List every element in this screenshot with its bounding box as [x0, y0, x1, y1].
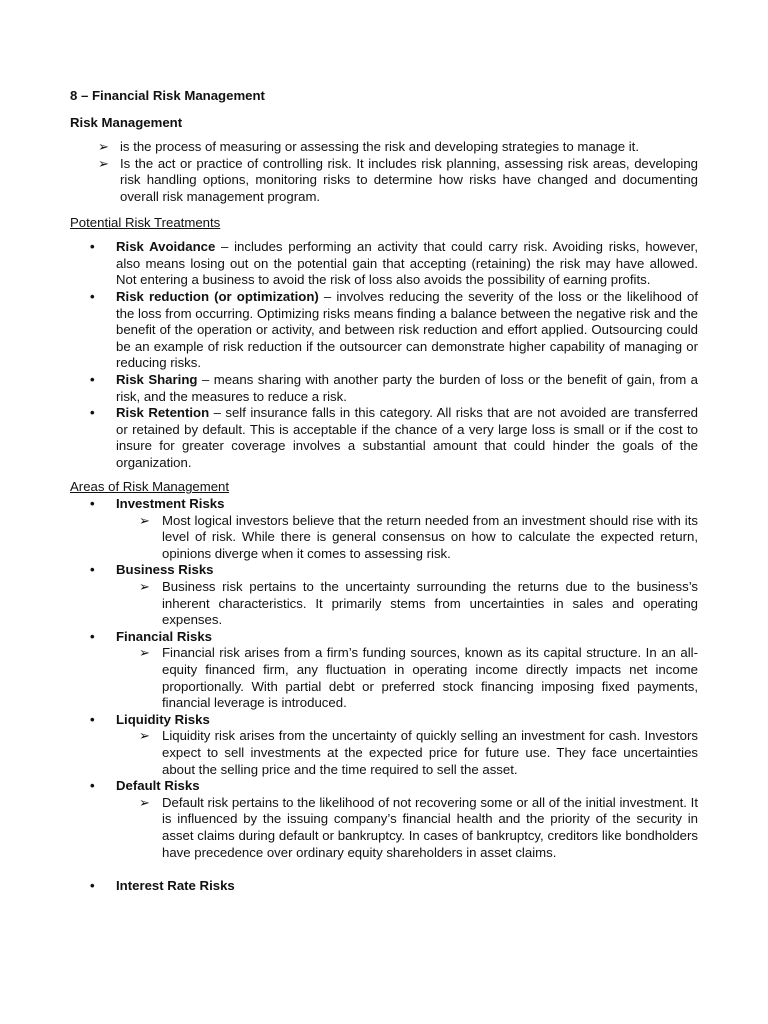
risk-area-item: [70, 496, 698, 562]
definition-item: [70, 156, 698, 206]
arrow-bullet-icon: ➢: [139, 728, 151, 744]
bullet-icon: •: [90, 628, 95, 644]
risk-area-text: Business risk pertains to the uncertainty surrounding the returns due to the business’s inherent characteristics. It primarily stems from uncertainties in sales and operating expenses.: [162, 579, 698, 628]
risk-area-item: [70, 878, 698, 895]
potential-risk-treatments-heading: Potential Risk Treatments: [70, 214, 221, 230]
treatment-term: Risk Sharing: [116, 371, 198, 387]
risk-area-details: [116, 513, 698, 563]
risk-area-details: [116, 728, 698, 778]
treatment-item: [70, 239, 698, 289]
arrow-bullet-icon: ➢: [139, 645, 151, 661]
risk-area-item: [70, 629, 698, 712]
risk-area-title: Default Risks: [116, 778, 200, 794]
risk-treatments-list: [70, 239, 698, 471]
risk-management-heading: Risk Management: [70, 114, 183, 130]
arrow-bullet-icon: ➢: [98, 139, 110, 155]
risk-area-title: Interest Rate Risks: [116, 878, 235, 894]
risk-area-title: Liquidity Risks: [116, 711, 210, 727]
treatment-item: [70, 289, 698, 372]
risk-area-detail: [116, 645, 698, 711]
bullet-icon: •: [90, 496, 95, 512]
bullet-icon: •: [90, 288, 95, 304]
treatment-description: – self insurance falls in this category. All risks that are not avoided are transferred or retained by default. This is acceptable if the chance of a very large loss is small or if the cost to insure for greater coverage involves a substantial amount that could hinder the goals of the organization.: [116, 405, 698, 470]
risk-area-text: Liquidity risk arises from the uncertainty of quickly selling an investment for cash. Investors expect to sell investments at the expected price for future use. They face uncertainties about the selling price and the time required to sell the asset.: [162, 728, 698, 777]
arrow-bullet-icon: ➢: [98, 155, 110, 171]
arrow-bullet-icon: ➢: [139, 512, 151, 528]
risk-area-title: Investment Risks: [116, 496, 225, 512]
definition-text: Is the act or practice of controlling risk. It includes risk planning, assessing risk areas, developing risk handling options, monitoring risks to determine how risks have changed and documenting overall risk management program.: [120, 155, 698, 204]
treatment-term: Risk reduction (or optimization): [116, 288, 319, 304]
treatment-description: – means sharing with another party the burden of loss or the benefit of gain, from a risk, and the measures to reduce a risk.: [116, 371, 698, 404]
treatment-description: – includes performing an activity that could carry risk. Avoiding risks, however, also means losing out on the potential gain that accepting (retaining) the risk may have allowed. Not entering a business to avoid the risk of loss also avoids the possibility of earning profits.: [116, 239, 699, 288]
arrow-bullet-icon: ➢: [139, 794, 151, 810]
risk-area-details: [116, 645, 698, 711]
risk-area-title: Business Risks: [116, 562, 214, 578]
treatment-description: – involves reducing the severity of the loss or the likelihood of the loss from occurring. Optimizing risks means finding a balance between the negative risk and the benefit of the operation or activity, and between risk reduction and effort applied. Outsourcing could be an example of risk reduction if the outsourcer can demonstrate higher capability of managing or reducing risks.: [116, 288, 698, 371]
bullet-icon: •: [90, 562, 95, 578]
treatment-item: [70, 372, 698, 405]
risk-management-definitions: [70, 139, 698, 205]
definition-text: is the process of measuring or assessing the risk and developing strategies to manage it.: [120, 139, 639, 155]
risk-area-item: [70, 778, 698, 861]
bullet-icon: •: [90, 878, 95, 894]
risk-area-detail: [116, 513, 698, 563]
risk-area-item: [70, 562, 698, 628]
document-title: 8 – Financial Risk Management: [70, 88, 265, 103]
areas-of-risk-management-heading: Areas of Risk Management: [70, 479, 230, 495]
risk-area-details: [116, 795, 698, 861]
treatment-term: Risk Retention: [116, 405, 210, 421]
risk-area-detail: [116, 795, 698, 861]
bullet-icon: •: [90, 239, 95, 255]
risk-area-details: [116, 579, 698, 629]
bullet-icon: •: [90, 405, 95, 421]
list-spacer: [70, 861, 698, 878]
definition-item: [70, 139, 698, 156]
treatment-term: Risk Avoidance: [116, 239, 216, 255]
arrow-bullet-icon: ➢: [139, 579, 151, 595]
bullet-icon: •: [90, 778, 95, 794]
risk-area-title: Financial Risks: [116, 628, 213, 644]
bullet-icon: •: [90, 371, 95, 387]
bullet-icon: •: [90, 711, 95, 727]
risk-area-text: Financial risk arises from a firm’s funding sources, known as its capital structure. In an all-equity financed firm, any fluctuation in operating income directly impacts net income proportionally. With partial debt or preferred stock financing imposing fixed payments, financial leverage is introduced.: [162, 645, 698, 711]
risk-areas-list: [70, 496, 698, 895]
risk-area-text: Default risk pertains to the likelihood of not recovering some or all of the initial investment. It is influenced by the issuing company’s financial health and the priority of the security in asset claims during default or bankruptcy. In cases of bankruptcy, creditors like bondholders have precedence over ordinary equity shareholders in asset claims.: [162, 794, 698, 860]
risk-area-item: [70, 712, 698, 778]
risk-area-text: Most logical investors believe that the return needed from an investment should rise with its level of risk. While there is general consensus on how to calculate the expected return, opinions diverge when it comes to assessing risk.: [162, 512, 698, 561]
treatment-item: [70, 405, 698, 471]
risk-area-detail: [116, 579, 698, 629]
risk-area-detail: [116, 728, 698, 778]
